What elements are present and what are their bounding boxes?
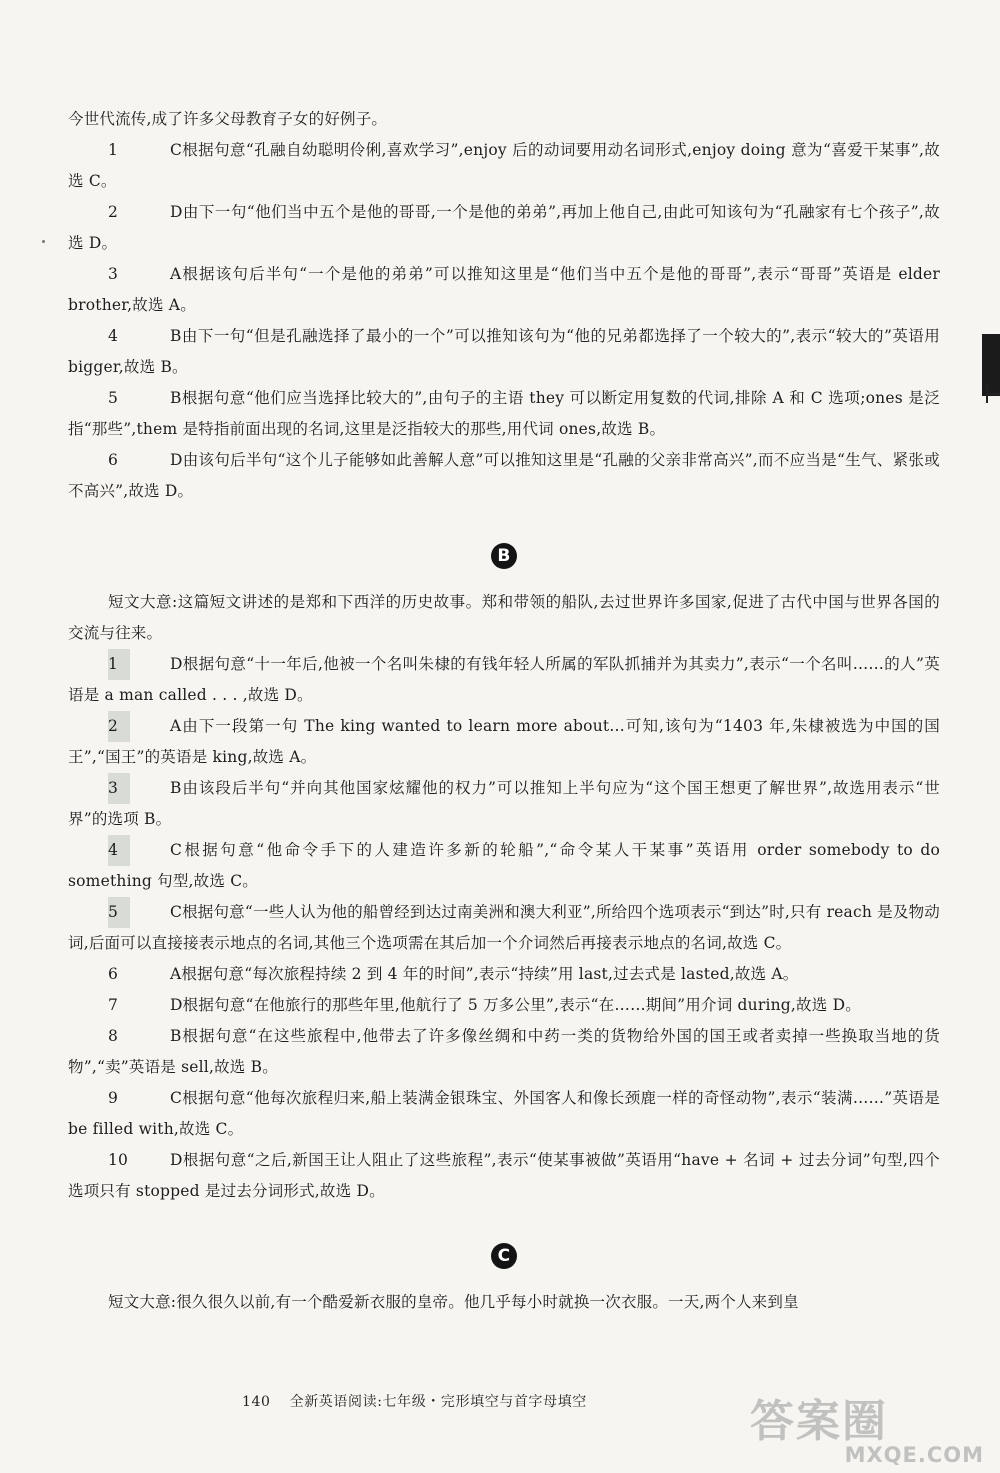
item-explanation-text: 由该句后半句“这个儿子能够如此善解人意”可以推知这里是“孔融的父亲非常高兴”,而不应当是“生气、紧张或不高兴”,故选 D。	[68, 451, 940, 500]
book-title: 全新英语阅读:七年级・完形填空与首字母填空	[289, 1394, 587, 1410]
explanation-item	[68, 321, 940, 383]
page-number: 140	[242, 1394, 271, 1410]
item-answer: D	[170, 1151, 183, 1169]
item-answer: B	[170, 779, 182, 797]
explanation-item	[68, 990, 940, 1021]
item-answer: A	[170, 265, 182, 283]
item-number: 2	[108, 711, 130, 742]
item-number: 3	[108, 265, 119, 283]
item-answer: D	[170, 996, 183, 1014]
item-number: 6	[108, 451, 119, 469]
section-b-header	[68, 525, 940, 587]
page-content	[68, 104, 940, 1318]
explanation-item	[68, 197, 940, 259]
item-number: 4	[108, 327, 119, 345]
section-c-badge: C	[491, 1243, 517, 1269]
item-explanation-text: 根据句意“他每次旅程归来,船上装满金银珠宝、外国客人和像长颈鹿一样的奇怪动物”,表示“装满……”英语是 be filled with,故选 C。	[68, 1089, 940, 1138]
explanation-item	[68, 1021, 940, 1083]
explanation-item	[68, 135, 940, 197]
explanation-item	[68, 1145, 940, 1207]
item-explanation-text: 根据句意“孔融自幼聪明伶俐,喜欢学习”,enjoy 后的动词要用动名词形式,enjoy doing 意为“喜爱干某事”,故选 C。	[68, 141, 940, 190]
item-explanation-text: 根据句意“每次旅程持续 2 到 4 年的时间”,表示“持续”用 last,过去式是 lasted,故选 A。	[181, 965, 799, 983]
item-number: 10	[108, 1151, 129, 1169]
item-explanation-text: 根据句意“十一年后,他被一个名叫朱棣的有钱年轻人所属的军队抓捕并为其卖力”,表示“一个名叫……的人”英语是 a man called . . . ,故选 D。	[68, 655, 940, 704]
item-answer: B	[170, 327, 182, 345]
section-a-explanations	[68, 135, 940, 507]
item-answer: C	[170, 903, 183, 921]
site-watermark	[750, 1396, 990, 1467]
section-b-explanations	[68, 649, 940, 1207]
explanation-item	[68, 773, 940, 835]
item-answer: B	[170, 389, 182, 407]
item-explanation-text: 根据句意“他们应当选择比较大的”,由句子的主语 they 可以断定用复数的代词,排除 A 和 C 选项;ones 是泛指“那些”,them 是特指前面出现的名词,这里是泛指较大的那些,用代词 ones,故选 B。	[68, 389, 940, 438]
item-explanation-text: 由下一句“他们当中五个是他的哥哥,一个是他的弟弟”,再加上他自己,由此可知该句为“孔融家有七个孩子”,故选 D。	[68, 203, 940, 252]
section-c-header	[68, 1225, 940, 1287]
item-explanation-text: 根据该句后半句“一个是他的弟弟”可以推知这里是“他们当中五个是他的哥哥”,表示“哥哥”英语是 elder brother,故选 A。	[68, 265, 940, 314]
item-number: 3	[108, 773, 130, 804]
explanation-item	[68, 959, 940, 990]
item-number: 7	[108, 996, 119, 1014]
intro-tail-paragraph: 今世代流传,成了许多父母教育子女的好例子。	[68, 110, 388, 128]
section-b-summary: 短文大意:这篇短文讲述的是郑和下西洋的历史故事。郑和带领的船队,去过世界许多国家,促进了古代中国与世界各国的交流与往来。	[68, 593, 940, 642]
item-explanation-text: 根据句意“之后,新国王让人阻止了这些旅程”,表示“使某事被做”英语用“have + 名词 + 过去分词”句型,四个选项只有 stopped 是过去分词形式,故选 D。	[68, 1151, 940, 1200]
item-answer: B	[170, 1027, 182, 1045]
item-number: 1	[108, 649, 130, 680]
explanation-item	[68, 835, 940, 897]
explanation-item	[68, 649, 940, 711]
item-explanation-text: 由该段后半句“并向其他国家炫耀他的权力”可以推知上半句应为“这个国王想更了解世界”,故选用表示“世界”的选项 B。	[68, 779, 940, 828]
explanation-item	[68, 711, 940, 773]
item-answer: D	[170, 451, 183, 469]
edge-tick-mark	[986, 385, 1000, 403]
item-answer: D	[170, 655, 183, 673]
item-explanation-text: 由下一段第一句 The king wanted to learn more about…可知,该句为“1403 年,朱棣被选为中国的国王”,“国王”的英语是 king,故选 A。	[68, 717, 940, 766]
item-explanation-text: 根据句意“在他旅行的那些年里,他航行了 5 万多公里”,表示“在……期间”用介词 during,故选 D。	[182, 996, 861, 1014]
explanation-item	[68, 383, 940, 445]
explanation-item	[68, 259, 940, 321]
item-answer: A	[170, 717, 182, 735]
margin-dot	[42, 240, 45, 243]
item-answer: C	[170, 1089, 183, 1107]
explanation-item	[68, 897, 940, 959]
item-number: 5	[108, 389, 119, 407]
item-number: 9	[108, 1089, 119, 1107]
item-number: 1	[108, 141, 119, 159]
page-footer	[242, 1391, 587, 1411]
section-b-badge: B	[491, 543, 517, 569]
explanation-item	[68, 445, 940, 507]
item-number: 8	[108, 1027, 119, 1045]
item-number: 4	[108, 835, 130, 866]
item-explanation-text: 根据句意“他命令手下的人建造许多新的轮船”,“命令某人干某事”英语用 order somebody to do something 句型,故选 C。	[68, 841, 940, 890]
item-number: 5	[108, 897, 130, 928]
explanation-item	[68, 1083, 940, 1145]
watermark-url: MXQE.COM	[844, 1443, 984, 1467]
item-number: 2	[108, 203, 119, 221]
item-answer: A	[170, 965, 182, 983]
item-number: 6	[108, 965, 119, 983]
item-explanation-text: 由下一句“但是孔融选择了最小的一个”可以推知该句为“他的兄弟都选择了一个较大的”,表示“较大的”英语用 bigger,故选 B。	[68, 327, 940, 376]
watermark-logo-text: 答案圈	[750, 1396, 888, 1447]
item-answer: C	[170, 141, 183, 159]
item-explanation-text: 根据句意“一些人认为他的船曾经到达过南美洲和澳大利亚”,所给四个选项表示“到达”时,只有 reach 是及物动词,后面可以直接接表示地点的名词,其他三个选项需在其后加一个介词然后再接表示地点的名词,故选 C。	[68, 903, 940, 952]
item-explanation-text: 根据句意“在这些旅程中,他带去了许多像丝绸和中药一类的货物给外国的国王或者卖掉一些换取当地的货物”,“卖”英语是 sell,故选 B。	[68, 1027, 940, 1076]
item-answer: C	[170, 841, 183, 859]
item-answer: D	[170, 203, 183, 221]
section-c-summary: 短文大意:很久很久以前,有一个酷爱新衣服的皇帝。他几乎每小时就换一次衣服。一天,两个人来到皇	[108, 1293, 799, 1311]
